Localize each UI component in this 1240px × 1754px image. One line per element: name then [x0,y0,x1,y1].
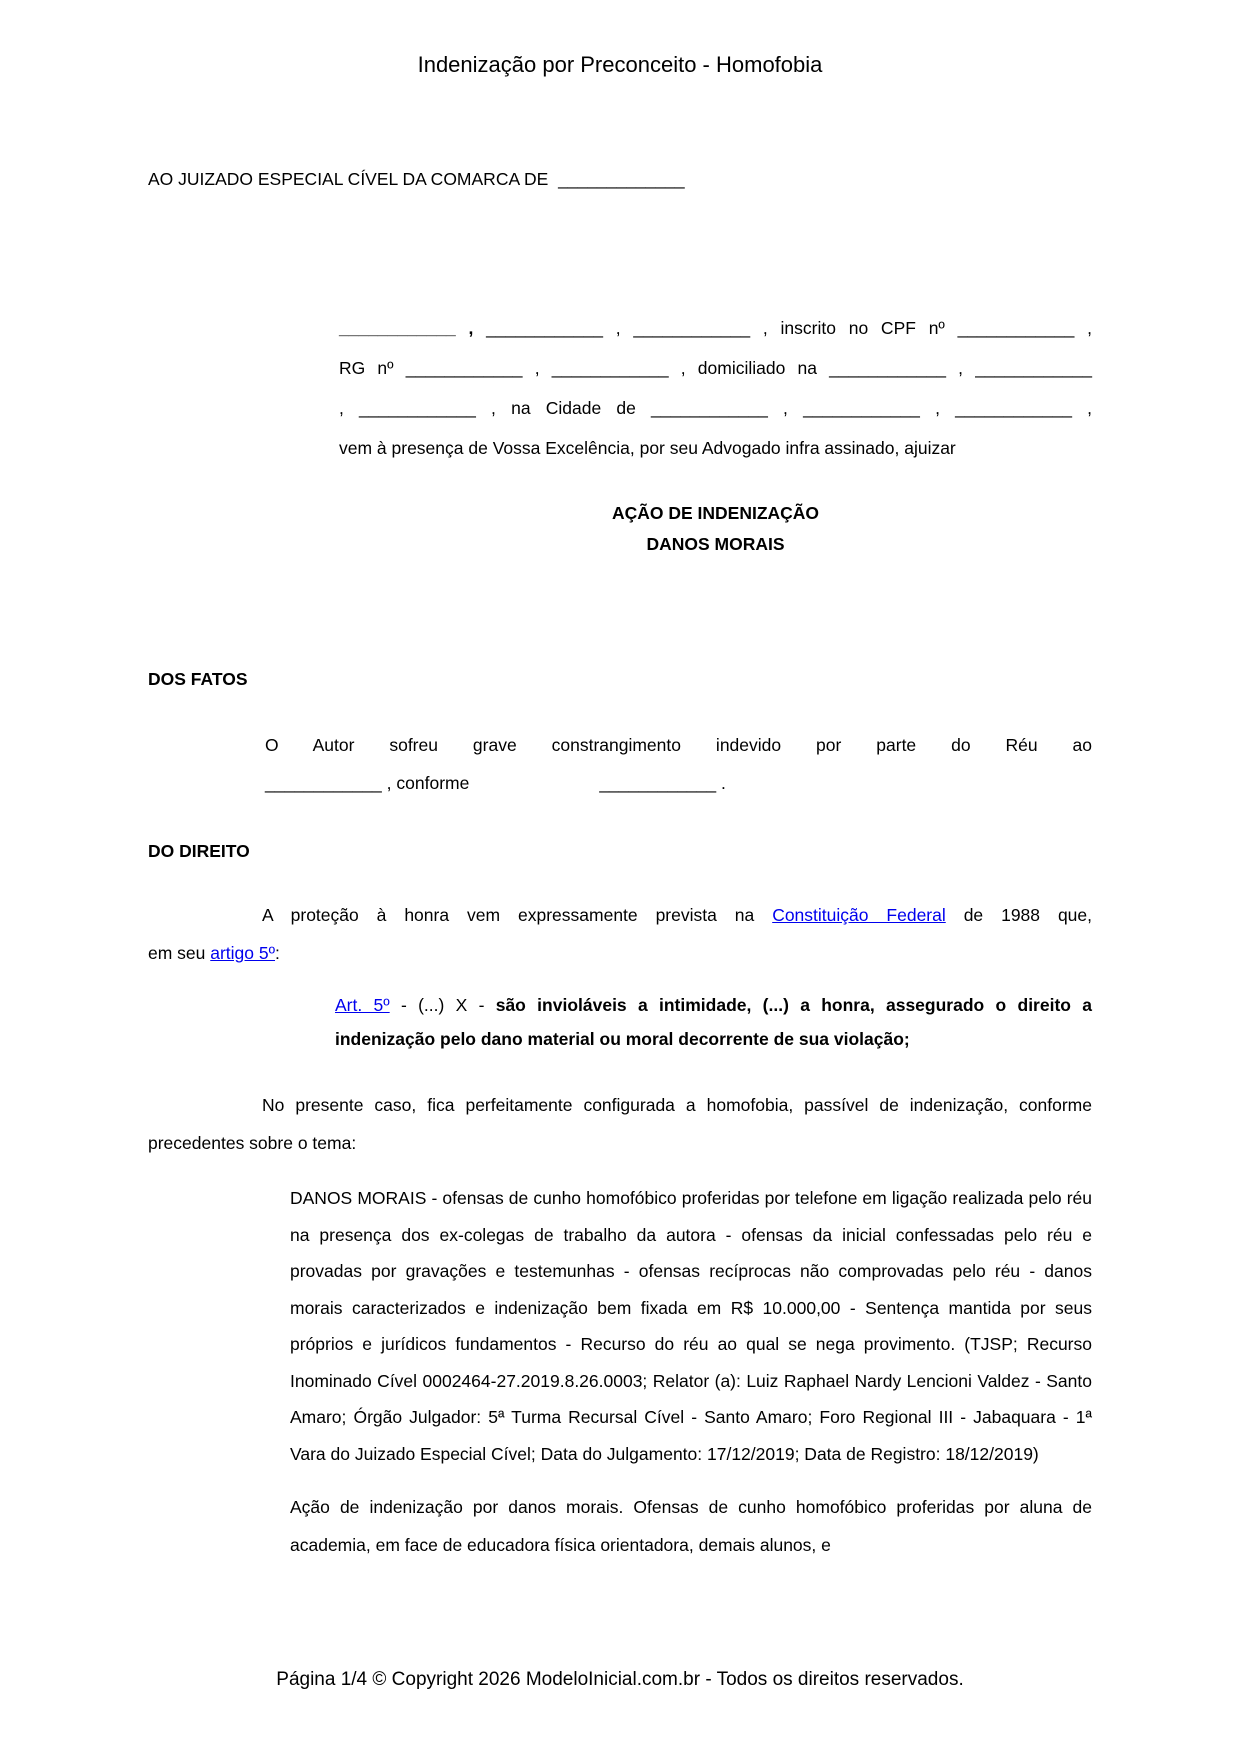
page-footer: Página 1/4 © Copyright 2026 ModeloInicial.com.br - Todos os direitos reservados. [276,1669,964,1690]
direito-intro [148,896,1092,972]
party-name-comma: , [455,318,474,338]
precedent-quote-2: Ação de indenização por danos morais. Ofensas de cunho homofóbico proferidas por aluna de academia, em face de educadora física orientadora, demais alunos, e [290,1497,1092,1555]
qualification-paragraph [339,308,1092,468]
section-heading-direito: DO DIREITO [148,841,250,861]
fatos-line-2-end: ____________ . [599,773,726,793]
intro-line2-pre: em seu [148,943,211,963]
party-name-blank: ____________ [339,318,456,338]
case-intro-paragraph: No presente caso, fica perfeitamente configurada a homofobia, passível de indenização, conforme precedentes sobre o tema: [148,1095,1092,1153]
comarca-blank: _____________ [558,169,685,189]
art-5-quote [335,988,1092,1056]
artigo-5-link[interactable]: artigo 5º [210,943,276,963]
action-title-line-1: AÇÃO DE INDENIZAÇÃO [611,503,820,523]
fatos-line-1: O Autor sofreu grave constrangimento indevido por parte do Réu ao [265,735,1092,755]
direito-intro-line-1 [148,896,1092,934]
qualification-line-4: vem à presença de Vossa Excelência, por seu Advogado infra assinado, ajuizar [339,438,956,458]
qualification-line-1 [339,308,1092,348]
section-heading-fatos: DOS FATOS [148,669,248,689]
intro-line2-post: : [275,943,280,963]
fatos-line-2 [265,764,1092,802]
addressee-line [148,160,1092,198]
qualification-line-3: , ____________ , na Cidade de ____________ , ____________ , ____________ , [339,398,1092,418]
fatos-line-2-start: ____________ , conforme [265,773,470,793]
qualification-line-2: RG nº ____________ , ____________ , domiciliado na ____________ , ____________ [339,358,1092,378]
quote-plain-text: - (...) X - [389,995,496,1015]
intro-text-before-link: A proteção à honra vem expressamente prevista na [262,905,773,925]
fatos-paragraph [265,726,1092,802]
precedent-quote-1: DANOS MORAIS - ofensas de cunho homofóbico proferidas por telefone em ligação realizada pelo réu na presença dos ex-colegas de trabalho da autora - ofensas da inicial confessadas pelo réu e provadas por gravações e testemunhas - ofensas recíprocas não comprovadas pelo réu - danos morais caracterizados e indenização bem fixada em R$ 10.000,00 - Sentença mantida por seus próprios e jurídicos fundamentos - Recurso do réu ao qual se nega provimento. (TJSP; Recurso Inominado Cível 0002464-27.2019.8.26.0003; Relator (a): Luiz Raphael Nardy Lencioni Valdez - Santo Amaro; Órgão Julgador: 5ª Turma Recursal Cível - Santo Amaro; Foro Regional III - Jabaquara - 1ª Vara do Juizado Especial Cível; Data do Julgamento: 17/12/2019; Data de Registro: 18/12/2019) [290,1188,1092,1464]
action-title-line-2: DANOS MORAIS [646,534,785,554]
quote-bold-text: são invioláveis a intimidade, (...) a honra, assegurado o direito a indenização pelo dano material ou moral decorrente de sua violação; [335,995,1093,1049]
document-title: Indenização por Preconceito - Homofobia [417,52,823,77]
direito-intro-line-2 [148,934,1092,972]
intro-text-after-link: de 1988 que, [945,905,1093,925]
art-5-link[interactable]: Art. 5º [335,995,390,1015]
action-title [339,498,1092,560]
addressee-label: AO JUIZADO ESPECIAL CÍVEL DA COMARCA DE [148,169,549,189]
qualification-line-1-rest: ____________ , ____________ , inscrito no CPF nº ____________ , [473,318,1092,338]
constituicao-federal-link[interactable]: Constituição Federal [772,905,946,925]
